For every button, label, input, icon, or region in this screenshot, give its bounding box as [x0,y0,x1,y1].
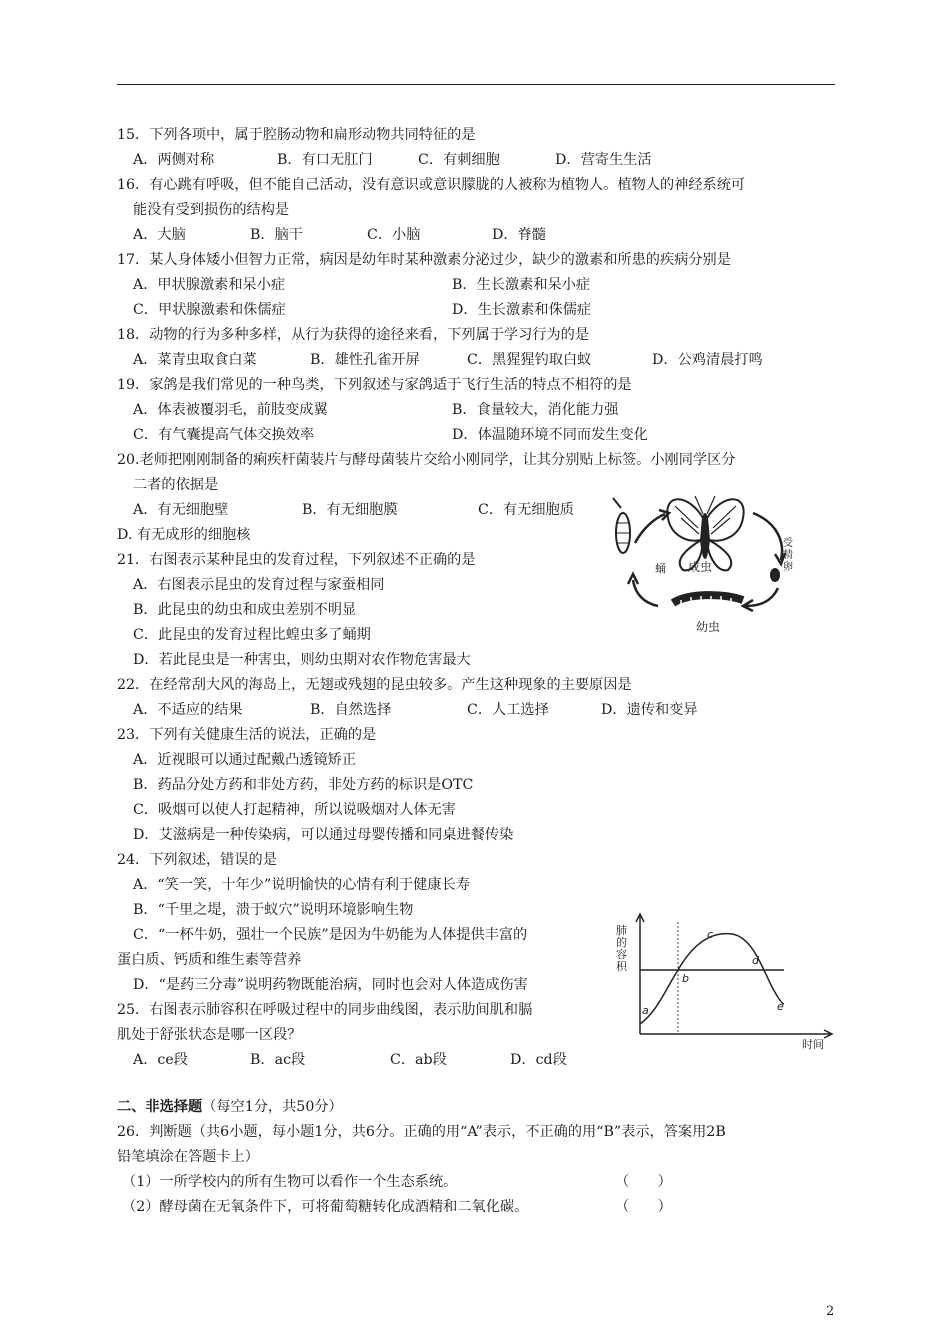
q15-option-c: C．有刺细胞 [418,152,500,168]
q22-stem: 22．在经常刮大风的海岛上，无翅或残翅的昆虫较多。产生这种现象的主要原因是 [117,677,632,693]
q16-stem-line2: 能没有受到损伤的结构是 [133,202,290,218]
q18-option-a: A．菜青虫取食白菜 [133,352,257,368]
q16-option-a: A．大脑 [133,227,186,243]
q15-stem: 15．下列各项中，属于腔肠动物和扁形动物共同特征的是 [117,127,476,143]
q15-option-d: D．营寄生生活 [555,152,652,168]
insect-lifecycle-figure [603,488,808,636]
lung-xlabel: 时间 [802,1038,824,1051]
q25-stem-line1: 25．右图表示肺容积在呼吸过程中的同步曲线图，表示肋间肌和膈 [117,1002,533,1018]
lung-point-a: a [642,1004,649,1017]
header-rule [117,84,835,85]
q17-stem: 17．某人身体矮小但智力正常，病因是幼年时某种激素分泌过少，缺少的激素和所患的疾病分别是 [117,252,731,268]
lung-ylabel-4: 积 [616,960,627,973]
q15-option-b: B．有口无肛门 [277,152,373,168]
lung-volume-curve [640,934,784,1024]
q19-option-a: A．体表被覆羽毛，前肢变成翼 [133,402,328,418]
q18-stem: 18．动物的行为多种多样，从行为获得的途径来看，下列属于学习行为的是 [117,327,590,343]
q21-option-a: A．右图表示昆虫的发育过程与家蚕相同 [133,577,385,593]
insect-label-larva: 幼虫 [696,620,721,634]
q26-stem-line2: 铅笔填涂在答题卡上） [117,1149,259,1165]
lung-ylabel-1: 肺 [616,924,627,937]
q16-option-c: C．小脑 [367,227,421,243]
q23-option-c: C．吸烟可以使人打起精神，所以说吸烟对人体无害 [133,802,456,818]
q17-option-b: B．生长激素和呆小症 [452,277,591,293]
q25-option-c: C．ab段 [390,1052,447,1068]
lung-ylabel-2: 的 [616,936,627,949]
section2-note: （每空1分，共50分） [202,1099,343,1115]
q25-option-a: A．ce段 [133,1052,188,1068]
q24-option-d: D．“是药三分毒”说明药物既能治病，同时也会对人体造成伤害 [133,977,528,993]
egg-icon [770,568,780,582]
q22-option-d: D．遗传和变异 [601,702,698,718]
q20-option-c: C．有无细胞质 [478,502,574,518]
q18-option-c: C．黑猩猩钓取白蚁 [467,352,592,368]
q26-item2: （2）酵母菌在无氧条件下，可将葡萄糖转化成酒精和二氧化碳。 [122,1199,529,1215]
q25-option-d: D．cd段 [510,1052,567,1068]
q21-option-d: D．若此昆虫是一种害虫，则幼虫期对农作物危害最大 [133,652,471,668]
insect-label-egg-3: 卵 [783,562,793,573]
q17-option-a: A．甲状腺激素和呆小症 [133,277,286,293]
q21-stem: 21．右图表示某种昆虫的发育过程，下列叙述不正确的是 [117,552,476,568]
q19-option-b: B．食量较大，消化能力强 [452,402,619,418]
q19-option-c: C．有气囊提高气体交换效率 [133,427,315,443]
q23-stem: 23．下列有关健康生活的说法，正确的是 [117,727,377,743]
q15-option-a: A．两侧对称 [133,152,215,168]
lung-point-d: d [752,954,759,967]
q18-option-b: B．雄性孔雀开屏 [310,352,420,368]
lung-point-b: b [682,972,689,985]
lung-point-e: e [777,1000,784,1013]
lung-volume-chart [612,912,838,1052]
section2-heading [117,1098,343,1116]
q24-option-c-line2: 蛋白质、钙质和维生素等营养 [117,952,302,968]
q21-option-b: B．此昆虫的幼虫和成虫差别不明显 [133,602,357,618]
insect-label-pupa: 蛹 [655,562,666,575]
q16-stem-line1: 16．有心跳有呼吸，但不能自己活动，没有意识或意识朦胧的人被称为植物人。植物人的神经系统可 [117,177,746,193]
q19-option-d: D．体温随环境不同而发生变化 [452,427,648,443]
q23-option-b: B．药品分处方药和非处方药，非处方药的标识是OTC [133,777,474,793]
q26-stem-line1: 26．判断题（共6小题，每小题1分，共6分。正确的用“A”表示，不正确的用“B”表示，答案用2B [117,1124,726,1140]
q21-option-c: C．此昆虫的发育过程比蝗虫多了蛹期 [133,627,371,643]
q20-option-d: D. 有无成形的细胞核 [117,527,251,543]
q20-option-b: B．有无细胞膜 [302,502,398,518]
insect-label-egg-2: 精 [783,550,793,561]
q22-option-c: C．人工选择 [467,702,549,718]
section2-title: 二、非选择题 [117,1099,203,1115]
pupa-icon [613,498,630,553]
larva-icon [673,595,743,608]
q17-option-c: C．甲状腺激素和侏儒症 [133,302,286,318]
q24-option-a: A．“笑一笑，十年少”说明愉快的心情有利于健康长寿 [133,877,470,893]
insect-label-egg-1: 受 [783,538,793,549]
q24-stem: 24．下列叙述，错误的是 [117,852,277,868]
q26-item1-answer-paren[interactable]: （ ） [615,1174,672,1190]
q26-item2-answer-paren[interactable]: （ ） [615,1199,672,1215]
lung-ylabel-3: 容 [616,948,627,961]
page-number: 2 [826,1304,835,1319]
q16-option-d: D．脊髓 [492,227,546,243]
q19-stem: 19．家鸽是我们常见的一种鸟类，下列叙述与家鸽适于飞行生活的特点不相符的是 [117,377,632,393]
q22-option-b: B．自然选择 [310,702,392,718]
q20-stem-line2: 二者的依据是 [133,477,219,493]
q22-option-a: A．不适应的结果 [133,702,243,718]
q20-option-a: A．有无细胞壁 [133,502,229,518]
q24-option-c-line1: C．“一杯牛奶，强壮一个民族”是因为牛奶能为人体提供丰富的 [133,927,528,943]
q17-option-d: D．生长激素和侏儒症 [452,302,592,318]
q18-option-d: D．公鸡清晨打鸣 [652,352,763,368]
q23-option-a: A．近视眼可以通过配戴凸透镜矫正 [133,752,357,768]
q20-stem-line1: 20.老师把刚刚制备的痢疾杆菌装片与酵母菌装片交给小刚同学，让其分别贴上标签。小刚同学区分 [117,452,736,468]
q25-stem-line2: 肌处于舒张状态是哪一区段？ [117,1027,302,1043]
lung-point-c: c [707,928,714,941]
q24-option-b: B．“千里之堤，溃于蚁穴”说明环境影响生物 [133,902,414,918]
q26-item1: （1）一所学校内的所有生物可以看作一个生态系统。 [122,1174,458,1190]
q23-option-d: D．艾滋病是一种传染病，可以通过母婴传播和同桌进餐传染 [133,827,514,843]
insect-label-adult: 成虫 [688,560,713,574]
q16-option-b: B．脑干 [250,227,303,243]
q25-option-b: B．ac段 [250,1052,306,1068]
